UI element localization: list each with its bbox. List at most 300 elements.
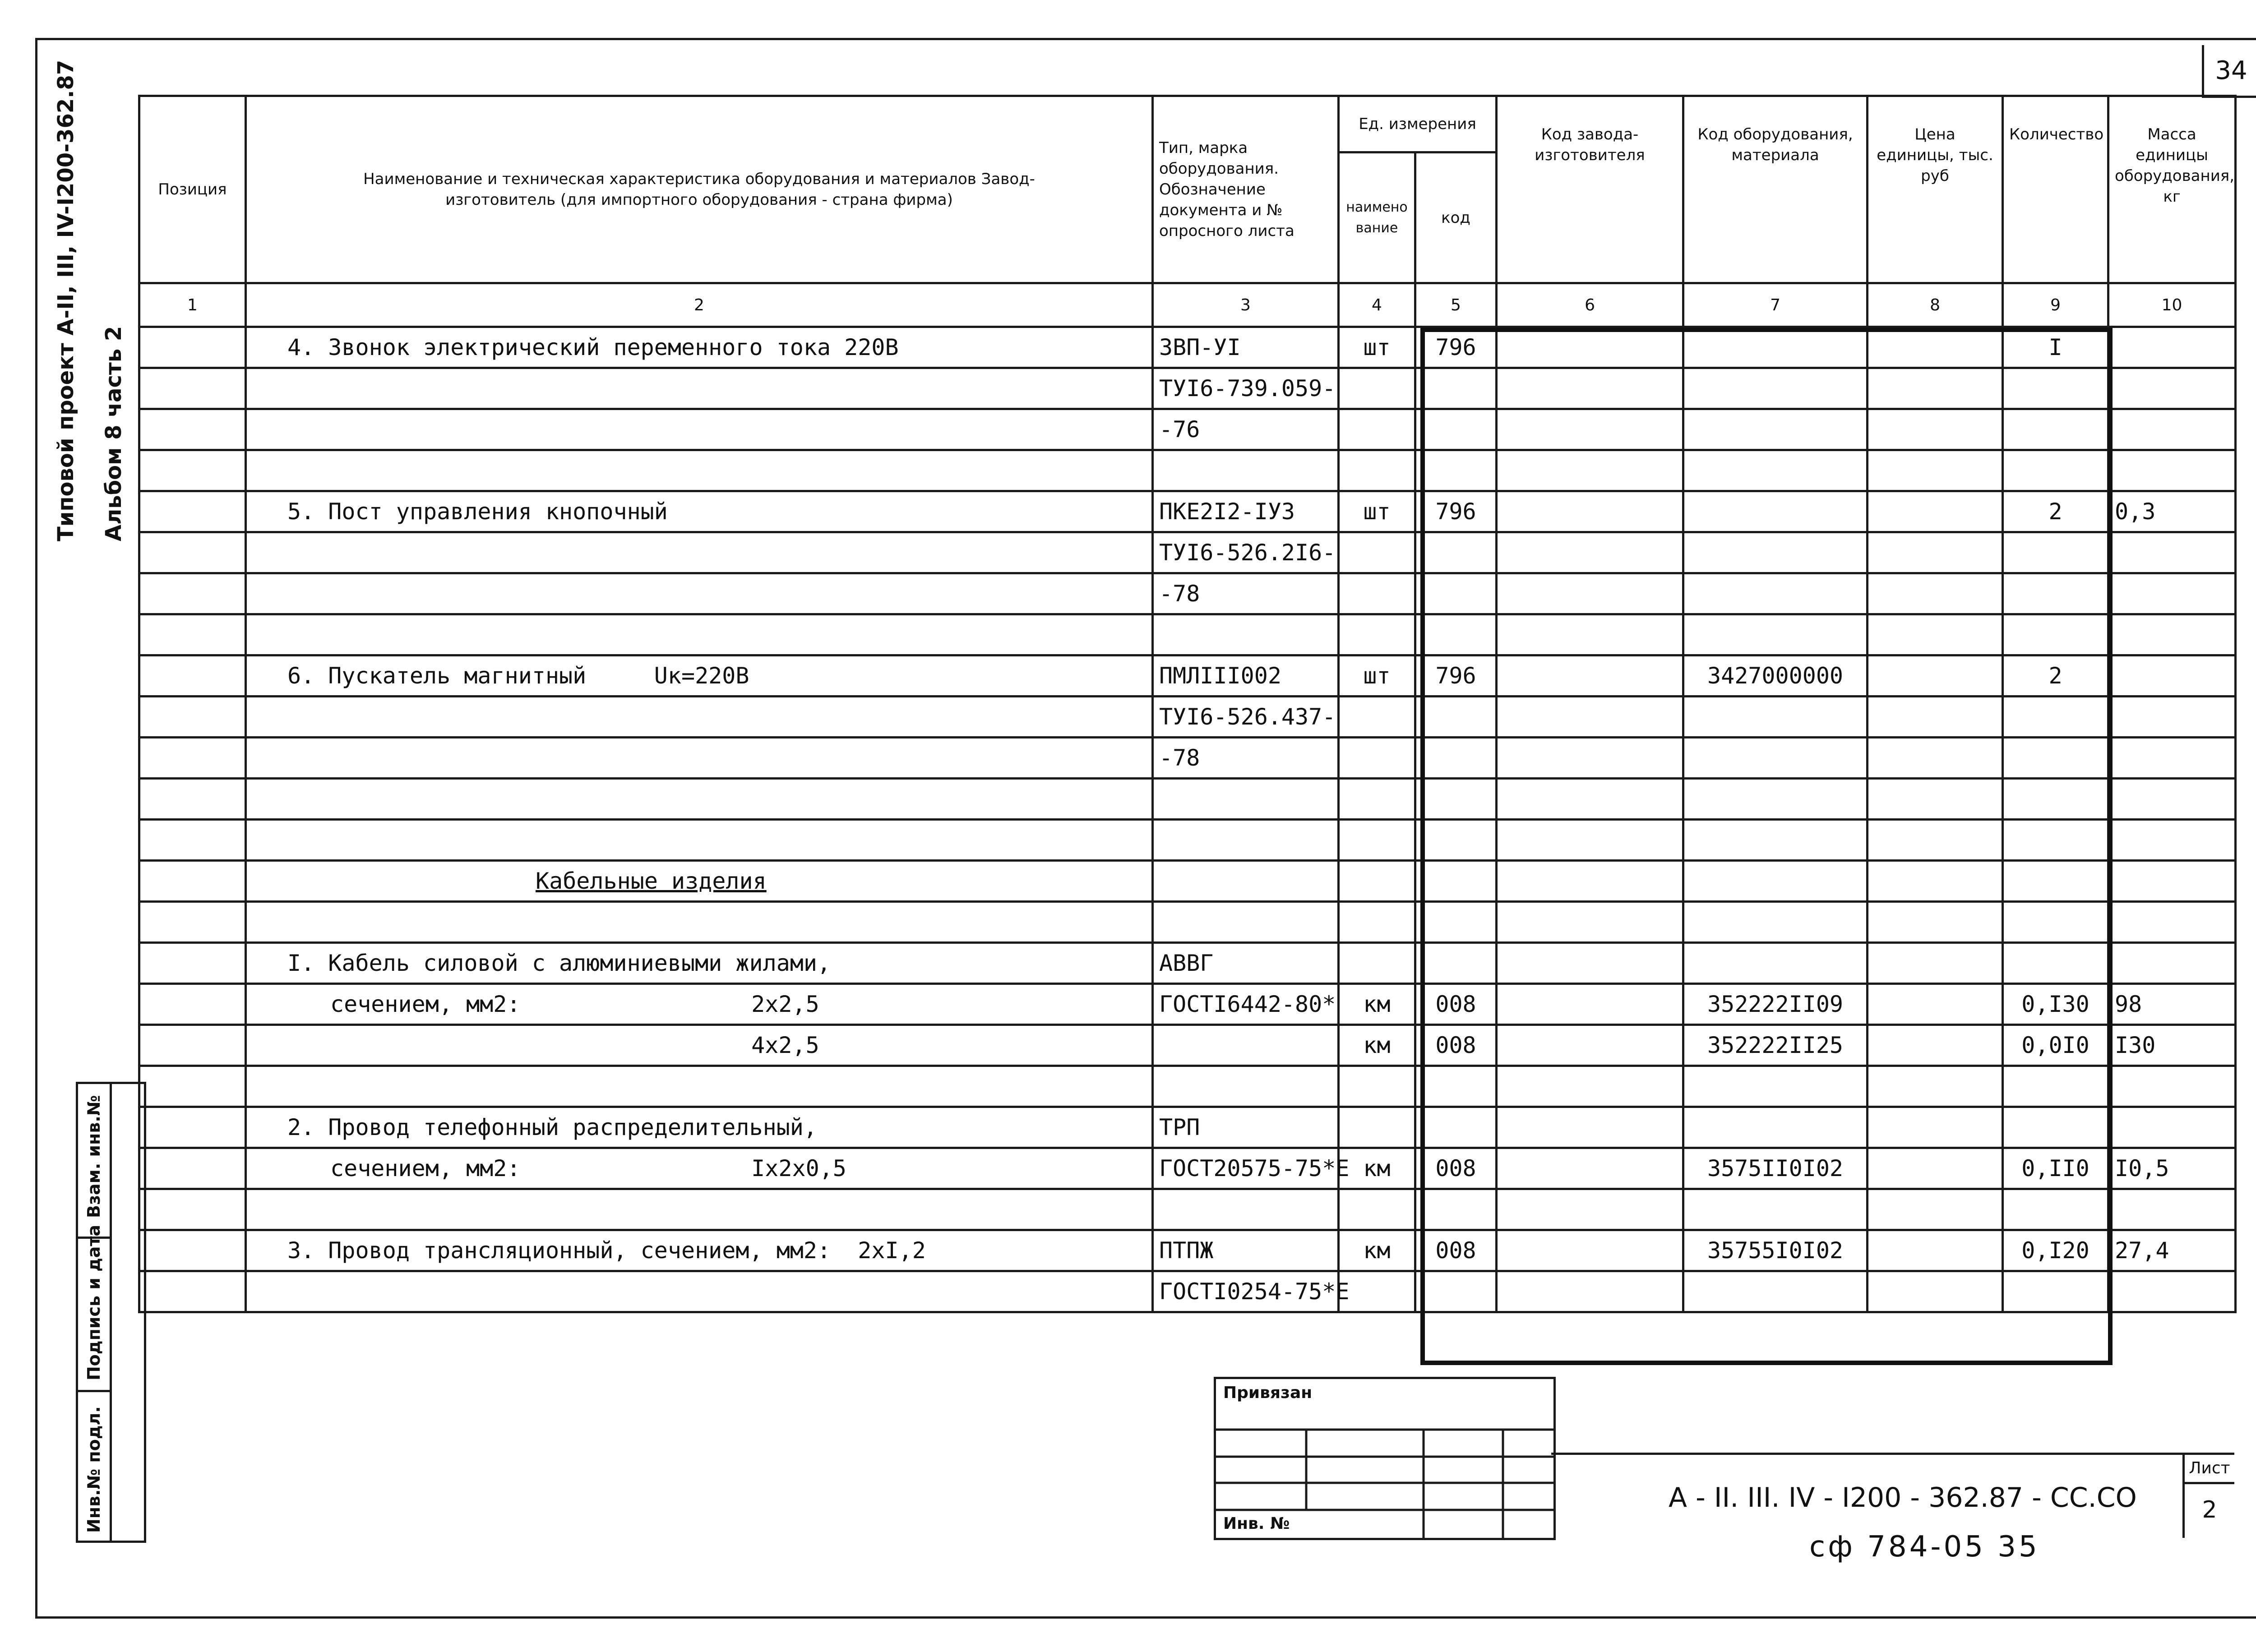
column-number: 8 bbox=[1868, 283, 2003, 327]
cell-unit-code bbox=[1415, 573, 1497, 614]
table-row bbox=[139, 450, 2236, 491]
cell-mass bbox=[2108, 1271, 2236, 1312]
sheet-number: 2 bbox=[2182, 1482, 2234, 1538]
cell-type: ГОСТ20575-75*Е bbox=[1153, 1148, 1339, 1189]
cell-type: ТУI6-526.2I6- bbox=[1153, 532, 1339, 573]
cell-unit-code bbox=[1415, 532, 1497, 573]
cell-position bbox=[139, 1189, 246, 1230]
table-row bbox=[139, 1107, 2236, 1148]
cell-position bbox=[139, 1271, 246, 1312]
cell-mass bbox=[2108, 820, 2236, 861]
cell-unit-code: 796 bbox=[1415, 491, 1497, 532]
cell-unit-code bbox=[1415, 820, 1497, 861]
header-type: Тип, марка оборудования. Обозначение документа и № опросного листа bbox=[1153, 96, 1339, 283]
cell-mass bbox=[2108, 779, 2236, 820]
cell-mass bbox=[2108, 943, 2236, 984]
specification-body bbox=[139, 327, 2236, 1312]
cell-type bbox=[1153, 861, 1339, 902]
cell-unit bbox=[1339, 573, 1415, 614]
cell-unit-code bbox=[1415, 902, 1497, 943]
cell-mass bbox=[2108, 861, 2236, 902]
cell-quantity bbox=[2003, 943, 2108, 984]
cell-type: АВВГ bbox=[1153, 943, 1339, 984]
cell-factory-code bbox=[1497, 1107, 1683, 1148]
cell-name bbox=[246, 820, 1153, 861]
cell-position bbox=[139, 532, 246, 573]
cell-unit-code bbox=[1415, 368, 1497, 409]
cell-mass: I30 bbox=[2108, 1025, 2236, 1066]
title-block bbox=[1551, 1453, 2234, 1538]
cell-type: ЗВП-УI bbox=[1153, 327, 1339, 368]
cell-quantity bbox=[2003, 820, 2108, 861]
cell-price bbox=[1868, 368, 2003, 409]
cell-position bbox=[139, 409, 246, 450]
cell-name: сечением, мм2: Iх2х0,5 bbox=[246, 1148, 1153, 1189]
cell-unit-code: 008 bbox=[1415, 1230, 1497, 1271]
cell-price bbox=[1868, 1230, 2003, 1271]
cell-mass bbox=[2108, 573, 2236, 614]
cell-type: ГОСТI0254-75*Е bbox=[1153, 1271, 1339, 1312]
cell-equipment-code: 352222II09 bbox=[1683, 984, 1868, 1025]
stamp-privyazan: Привязан bbox=[1223, 1384, 1313, 1402]
cell-quantity bbox=[2003, 1271, 2108, 1312]
cell-price bbox=[1868, 902, 2003, 943]
cell-price bbox=[1868, 861, 2003, 902]
cell-factory-code bbox=[1497, 573, 1683, 614]
cell-position bbox=[139, 820, 246, 861]
cell-name: I. Кабель силовой с алюминиевыми жилами, bbox=[246, 943, 1153, 984]
cell-position bbox=[139, 614, 246, 655]
cell-equipment-code bbox=[1683, 820, 1868, 861]
cell-factory-code bbox=[1497, 450, 1683, 491]
cell-factory-code bbox=[1497, 1066, 1683, 1107]
cell-type: ГОСТI6442-80* bbox=[1153, 984, 1339, 1025]
table-row bbox=[139, 614, 2236, 655]
cell-quantity bbox=[2003, 902, 2108, 943]
side-title-project: Типовой проект А-II, III, IV-I200-362.87 bbox=[53, 60, 79, 541]
cell-equipment-code bbox=[1683, 450, 1868, 491]
column-number-row bbox=[139, 283, 2236, 327]
cell-unit bbox=[1339, 779, 1415, 820]
cell-name bbox=[246, 1189, 1153, 1230]
cell-equipment-code bbox=[1683, 697, 1868, 738]
stamp-inv-no: Инв. № bbox=[1223, 1514, 1290, 1533]
cell-type: ТРП bbox=[1153, 1107, 1339, 1148]
header-name: Наименование и техническая характеристика оборудования и материалов Завод-изготовитель (для импортного оборудования - страна фирма) bbox=[246, 96, 1153, 283]
cell-unit: км bbox=[1339, 1025, 1415, 1066]
cell-factory-code bbox=[1497, 1189, 1683, 1230]
cell-mass: 27,4 bbox=[2108, 1230, 2236, 1271]
cell-name bbox=[246, 573, 1153, 614]
cell-name: 4. Звонок электрический переменного тока 220В bbox=[246, 327, 1153, 368]
cell-equipment-code bbox=[1683, 861, 1868, 902]
cell-position bbox=[139, 1107, 246, 1148]
cell-type bbox=[1153, 820, 1339, 861]
table-row bbox=[139, 1189, 2236, 1230]
cell-quantity bbox=[2003, 532, 2108, 573]
cell-price bbox=[1868, 738, 2003, 779]
cell-equipment-code bbox=[1683, 573, 1868, 614]
side-stamp-zam: Взам. инв.№ bbox=[84, 1095, 104, 1218]
table-row bbox=[139, 1148, 2236, 1189]
cell-unit-code bbox=[1415, 943, 1497, 984]
cell-unit: шт bbox=[1339, 491, 1415, 532]
cell-factory-code bbox=[1497, 491, 1683, 532]
table-row bbox=[139, 573, 2236, 614]
cell-quantity bbox=[2003, 697, 2108, 738]
document-code: А - II. III. IV - I200 - 362.87 - СС.СО bbox=[1669, 1482, 2137, 1514]
cell-type bbox=[1153, 779, 1339, 820]
cell-name bbox=[246, 779, 1153, 820]
cell-unit-code bbox=[1415, 697, 1497, 738]
cell-position bbox=[139, 902, 246, 943]
cell-position bbox=[139, 984, 246, 1025]
side-stamp-sign: Подпись и дата bbox=[84, 1224, 104, 1380]
cell-unit-code: 008 bbox=[1415, 1148, 1497, 1189]
cell-position bbox=[139, 450, 246, 491]
cell-factory-code bbox=[1497, 327, 1683, 368]
cell-equipment-code bbox=[1683, 1189, 1868, 1230]
cell-type bbox=[1153, 450, 1339, 491]
cell-type: ТУI6-526.437- bbox=[1153, 697, 1339, 738]
header-price: Цена единицы, тыс. руб bbox=[1868, 96, 2003, 283]
cell-mass bbox=[2108, 1107, 2236, 1148]
cell-equipment-code bbox=[1683, 1271, 1868, 1312]
cell-name: 5. Пост управления кнопочный bbox=[246, 491, 1153, 532]
cell-mass: 98 bbox=[2108, 984, 2236, 1025]
cell-factory-code bbox=[1497, 820, 1683, 861]
cell-name: 2. Провод телефонный распределительный, bbox=[246, 1107, 1153, 1148]
sheet-label: Лист bbox=[2182, 1455, 2234, 1484]
cell-factory-code bbox=[1497, 697, 1683, 738]
cell-equipment-code bbox=[1683, 491, 1868, 532]
cell-factory-code bbox=[1497, 1148, 1683, 1189]
cell-quantity bbox=[2003, 614, 2108, 655]
cell-position bbox=[139, 1025, 246, 1066]
cell-price bbox=[1868, 779, 2003, 820]
cell-name: 6. Пускатель магнитный Uк=220В bbox=[246, 655, 1153, 697]
cell-unit-code bbox=[1415, 738, 1497, 779]
cell-factory-code bbox=[1497, 738, 1683, 779]
table-row bbox=[139, 1230, 2236, 1271]
cell-name bbox=[246, 450, 1153, 491]
table-row bbox=[139, 738, 2236, 779]
cell-quantity bbox=[2003, 861, 2108, 902]
cell-equipment-code bbox=[1683, 368, 1868, 409]
cell-name bbox=[246, 697, 1153, 738]
table-row bbox=[139, 779, 2236, 820]
cell-unit bbox=[1339, 697, 1415, 738]
cell-name bbox=[246, 614, 1153, 655]
column-number: 1 bbox=[139, 283, 246, 327]
cell-name: 3. Провод трансляционный, сечением, мм2: 2хI,2 bbox=[246, 1230, 1153, 1271]
cell-quantity bbox=[2003, 1066, 2108, 1107]
table-row bbox=[139, 697, 2236, 738]
cell-factory-code bbox=[1497, 655, 1683, 697]
cell-unit bbox=[1339, 1189, 1415, 1230]
cell-unit-code bbox=[1415, 779, 1497, 820]
page-number: 34 bbox=[2202, 45, 2256, 98]
header-quantity: Количество bbox=[2003, 96, 2108, 283]
cell-equipment-code bbox=[1683, 1066, 1868, 1107]
cell-unit-code bbox=[1415, 450, 1497, 491]
cell-price bbox=[1868, 697, 2003, 738]
cell-equipment-code bbox=[1683, 327, 1868, 368]
table-row bbox=[139, 1271, 2236, 1312]
cell-name bbox=[246, 738, 1153, 779]
table-row bbox=[139, 820, 2236, 861]
cell-equipment-code bbox=[1683, 409, 1868, 450]
cell-quantity bbox=[2003, 573, 2108, 614]
cell-mass bbox=[2108, 902, 2236, 943]
cell-price bbox=[1868, 409, 2003, 450]
cell-position bbox=[139, 491, 246, 532]
column-number: 5 bbox=[1415, 283, 1497, 327]
cell-unit: км bbox=[1339, 1230, 1415, 1271]
cell-price bbox=[1868, 327, 2003, 368]
cell-type: ПМЛIII002 bbox=[1153, 655, 1339, 697]
cell-quantity bbox=[2003, 450, 2108, 491]
cell-position bbox=[139, 943, 246, 984]
cell-equipment-code bbox=[1683, 532, 1868, 573]
cell-equipment-code bbox=[1683, 738, 1868, 779]
cell-quantity bbox=[2003, 1107, 2108, 1148]
cell-unit bbox=[1339, 1107, 1415, 1148]
cell-unit-code bbox=[1415, 1271, 1497, 1312]
cell-unit-code bbox=[1415, 409, 1497, 450]
cell-quantity: 0,II0 bbox=[2003, 1148, 2108, 1189]
cell-unit bbox=[1339, 738, 1415, 779]
side-title-album: Альбом 8 часть 2 bbox=[101, 326, 126, 541]
cell-position bbox=[139, 697, 246, 738]
column-number: 7 bbox=[1683, 283, 1868, 327]
header-row bbox=[139, 96, 2236, 152]
cell-mass bbox=[2108, 697, 2236, 738]
cell-unit: шт bbox=[1339, 327, 1415, 368]
table-row bbox=[139, 902, 2236, 943]
cell-mass bbox=[2108, 738, 2236, 779]
cell-unit bbox=[1339, 943, 1415, 984]
cell-position bbox=[139, 573, 246, 614]
header-unit-code: код bbox=[1415, 152, 1497, 283]
cell-position bbox=[139, 1066, 246, 1107]
cell-quantity bbox=[2003, 779, 2108, 820]
cell-position bbox=[139, 1148, 246, 1189]
cell-unit bbox=[1339, 1271, 1415, 1312]
cell-name: Кабельные изделия bbox=[246, 861, 1153, 902]
cell-equipment-code bbox=[1683, 779, 1868, 820]
cell-unit bbox=[1339, 902, 1415, 943]
cell-mass bbox=[2108, 368, 2236, 409]
cell-position bbox=[139, 655, 246, 697]
cell-factory-code bbox=[1497, 861, 1683, 902]
cell-quantity: 2 bbox=[2003, 655, 2108, 697]
cell-unit-code: 796 bbox=[1415, 327, 1497, 368]
handwritten-note: сф 784-05 35 bbox=[1809, 1530, 2040, 1564]
cell-equipment-code bbox=[1683, 902, 1868, 943]
cell-mass bbox=[2108, 532, 2236, 573]
table-row bbox=[139, 984, 2236, 1025]
cell-quantity bbox=[2003, 1189, 2108, 1230]
cell-unit bbox=[1339, 409, 1415, 450]
cell-factory-code bbox=[1497, 779, 1683, 820]
table-row bbox=[139, 861, 2236, 902]
cell-quantity: 2 bbox=[2003, 491, 2108, 532]
cell-unit bbox=[1339, 820, 1415, 861]
cell-equipment-code bbox=[1683, 614, 1868, 655]
header-position: Позиция bbox=[139, 96, 246, 283]
cell-factory-code bbox=[1497, 902, 1683, 943]
cell-type: -78 bbox=[1153, 738, 1339, 779]
cell-unit-code bbox=[1415, 1107, 1497, 1148]
header-unit-group: Ед. измерения bbox=[1339, 96, 1497, 152]
cell-position bbox=[139, 738, 246, 779]
cell-price bbox=[1868, 1148, 2003, 1189]
column-number: 9 bbox=[2003, 283, 2108, 327]
cell-unit-code: 008 bbox=[1415, 984, 1497, 1025]
cell-unit-code bbox=[1415, 1189, 1497, 1230]
cell-name bbox=[246, 409, 1153, 450]
cell-mass bbox=[2108, 655, 2236, 697]
table-row bbox=[139, 491, 2236, 532]
column-number: 4 bbox=[1339, 283, 1415, 327]
cell-position bbox=[139, 779, 246, 820]
cell-mass: 0,3 bbox=[2108, 491, 2236, 532]
cell-mass bbox=[2108, 327, 2236, 368]
cell-quantity: 0,I30 bbox=[2003, 984, 2108, 1025]
cell-unit-code bbox=[1415, 1066, 1497, 1107]
table-row bbox=[139, 1066, 2236, 1107]
cell-price bbox=[1868, 1107, 2003, 1148]
cell-type bbox=[1153, 614, 1339, 655]
column-number: 6 bbox=[1497, 283, 1683, 327]
cell-quantity bbox=[2003, 738, 2108, 779]
cell-price bbox=[1868, 1025, 2003, 1066]
column-number: 10 bbox=[2108, 283, 2236, 327]
cell-price bbox=[1868, 943, 2003, 984]
column-number: 2 bbox=[246, 283, 1153, 327]
cell-unit bbox=[1339, 861, 1415, 902]
cell-price bbox=[1868, 532, 2003, 573]
cell-equipment-code: 3427000000 bbox=[1683, 655, 1868, 697]
cell-quantity: 0,0I0 bbox=[2003, 1025, 2108, 1066]
cell-position bbox=[139, 1230, 246, 1271]
cell-unit bbox=[1339, 614, 1415, 655]
cell-factory-code bbox=[1497, 532, 1683, 573]
cell-factory-code bbox=[1497, 1230, 1683, 1271]
cell-factory-code bbox=[1497, 1025, 1683, 1066]
table-row bbox=[139, 409, 2236, 450]
cell-type: ТУI6-739.059- bbox=[1153, 368, 1339, 409]
header-unit-name: наименование bbox=[1339, 152, 1415, 283]
cell-unit-code: 008 bbox=[1415, 1025, 1497, 1066]
cell-mass bbox=[2108, 409, 2236, 450]
cell-name bbox=[246, 1271, 1153, 1312]
cell-type bbox=[1153, 1189, 1339, 1230]
cell-type bbox=[1153, 1025, 1339, 1066]
cell-factory-code bbox=[1497, 614, 1683, 655]
cell-type: -78 bbox=[1153, 573, 1339, 614]
cell-price bbox=[1868, 984, 2003, 1025]
table-row bbox=[139, 655, 2236, 697]
cell-factory-code bbox=[1497, 943, 1683, 984]
cell-unit: шт bbox=[1339, 655, 1415, 697]
binding-stamp bbox=[1214, 1377, 1556, 1540]
table-row bbox=[139, 327, 2236, 368]
cell-position bbox=[139, 861, 246, 902]
cell-factory-code bbox=[1497, 1271, 1683, 1312]
cell-name bbox=[246, 368, 1153, 409]
cell-type: ПКЕ2I2-IУ3 bbox=[1153, 491, 1339, 532]
cell-unit bbox=[1339, 532, 1415, 573]
cell-unit bbox=[1339, 1066, 1415, 1107]
cell-unit bbox=[1339, 450, 1415, 491]
cell-unit: км bbox=[1339, 1148, 1415, 1189]
table-row bbox=[139, 1025, 2236, 1066]
cell-price bbox=[1868, 655, 2003, 697]
column-number: 3 bbox=[1153, 283, 1339, 327]
cell-quantity bbox=[2003, 368, 2108, 409]
cell-quantity: I bbox=[2003, 327, 2108, 368]
cell-equipment-code: 35755I0I02 bbox=[1683, 1230, 1868, 1271]
cell-unit bbox=[1339, 368, 1415, 409]
cell-mass bbox=[2108, 1066, 2236, 1107]
cell-type: -76 bbox=[1153, 409, 1339, 450]
cell-unit-code bbox=[1415, 861, 1497, 902]
cell-price bbox=[1868, 614, 2003, 655]
cell-type bbox=[1153, 902, 1339, 943]
cell-unit: км bbox=[1339, 984, 1415, 1025]
table-row bbox=[139, 368, 2236, 409]
cell-price bbox=[1868, 1271, 2003, 1312]
cell-unit-code bbox=[1415, 614, 1497, 655]
cell-equipment-code: 3575II0I02 bbox=[1683, 1148, 1868, 1189]
cell-type: ПТПЖ bbox=[1153, 1230, 1339, 1271]
cell-position bbox=[139, 368, 246, 409]
cell-factory-code bbox=[1497, 984, 1683, 1025]
cell-price bbox=[1868, 491, 2003, 532]
table-row bbox=[139, 943, 2236, 984]
cell-equipment-code bbox=[1683, 943, 1868, 984]
cell-price bbox=[1868, 1189, 2003, 1230]
cell-price bbox=[1868, 1066, 2003, 1107]
header-mass: Масса единицы оборудования, кг bbox=[2108, 96, 2236, 283]
cell-name: 4х2,5 bbox=[246, 1025, 1153, 1066]
cell-factory-code bbox=[1497, 409, 1683, 450]
header-equipment-code: Код оборудования, материала bbox=[1683, 96, 1868, 283]
cell-price bbox=[1868, 820, 2003, 861]
cell-quantity: 0,I20 bbox=[2003, 1230, 2108, 1271]
cell-name bbox=[246, 902, 1153, 943]
cell-name bbox=[246, 532, 1153, 573]
cell-price bbox=[1868, 450, 2003, 491]
cell-position bbox=[139, 327, 246, 368]
side-stamp-inv: Инв.№ подл. bbox=[84, 1406, 104, 1533]
cell-mass bbox=[2108, 614, 2236, 655]
header-factory-code: Код завода-изготовителя bbox=[1497, 96, 1683, 283]
cell-unit-code: 796 bbox=[1415, 655, 1497, 697]
cell-mass: I0,5 bbox=[2108, 1148, 2236, 1189]
cell-equipment-code bbox=[1683, 1107, 1868, 1148]
cell-mass bbox=[2108, 450, 2236, 491]
cell-quantity bbox=[2003, 409, 2108, 450]
cell-equipment-code: 352222II25 bbox=[1683, 1025, 1868, 1066]
cell-type bbox=[1153, 1066, 1339, 1107]
table-row bbox=[139, 532, 2236, 573]
specification-table bbox=[138, 95, 2237, 1313]
cell-factory-code bbox=[1497, 368, 1683, 409]
cell-price bbox=[1868, 573, 2003, 614]
